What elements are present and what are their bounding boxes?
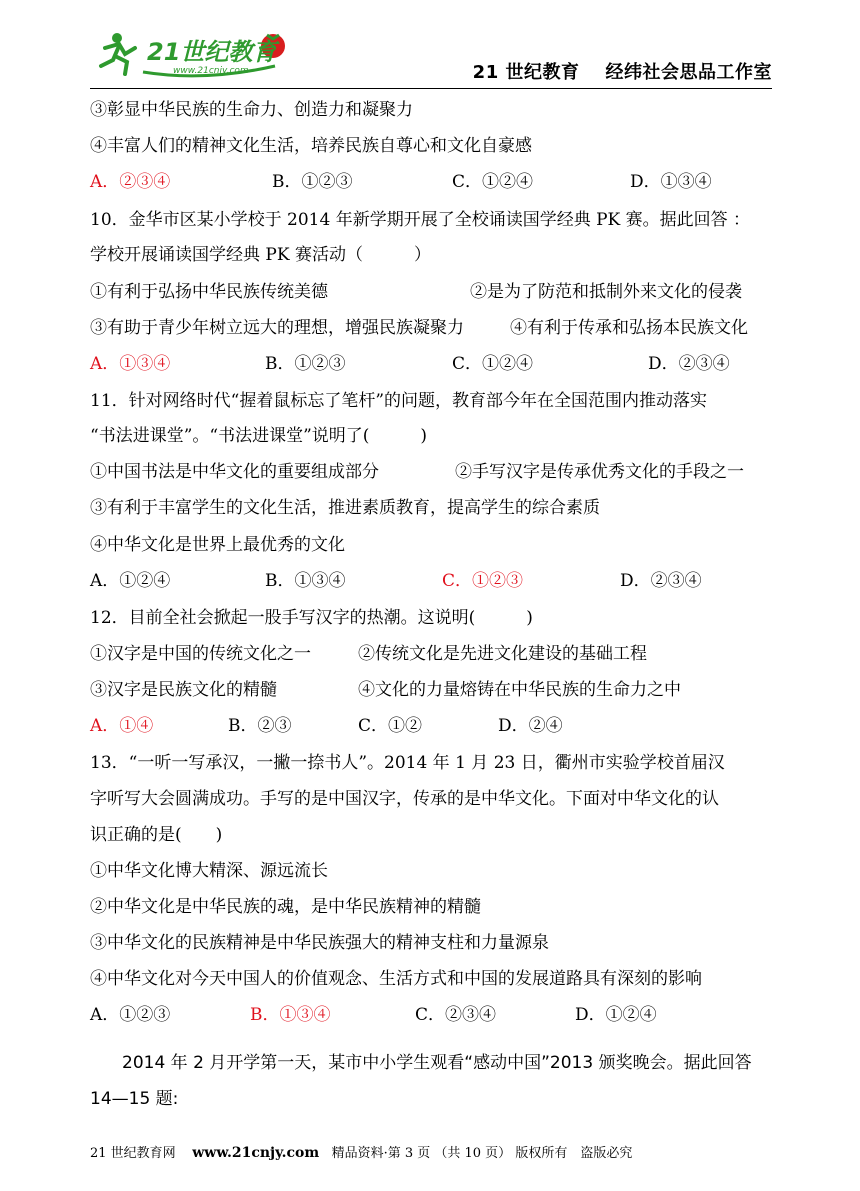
q11-option-a: A．①②④ <box>90 571 171 591</box>
q10-option-d: D．②③④ <box>648 354 730 374</box>
q11-option-d: D．②③④ <box>620 571 702 591</box>
q13-item-4: ④中华文化对今天中国人的价值观念、生活方式和中国的发展道路具有深刻的影响 <box>90 969 702 989</box>
q11-stem-2: “书法进课堂”。“书法进课堂”说明了( ) <box>90 426 428 446</box>
item-9-4: ④丰富人们的精神文化生活，培养民族自尊心和文化自豪感 <box>90 136 532 156</box>
q10-item-1: ①有利于弘扬中华民族传统美德 <box>90 282 328 302</box>
header-left: 21 世纪教育 <box>472 62 580 83</box>
q10-item-3: ③有助于青少年树立远大的理想，增强民族凝聚力 <box>90 318 464 338</box>
q11-item-1: ①中国书法是中华文化的重要组成部分 <box>90 462 379 482</box>
header-rule <box>90 88 772 89</box>
q12-option-b: B．②③ <box>228 716 292 736</box>
q13-option-b: B．①③④ <box>250 1005 331 1025</box>
section-intro: 2014 年 2 月开学第一天，某市中小学生观看“感动中国”2013 颁奖晚会。据此回答 <box>122 1053 752 1073</box>
q10-option-a: A．①③④ <box>90 354 171 374</box>
q12-option-a: A．①④ <box>90 716 154 736</box>
q10-item-2: ②是为了防范和抵制外来文化的侵袭 <box>470 282 742 302</box>
q13-item-2: ②中华文化是中华民族的魂，是中华民族精神的精髓 <box>90 897 481 917</box>
q13-item-1: ①中华文化博大精深、源远流长 <box>90 861 328 881</box>
q10-option-b: B．①②③ <box>265 354 346 374</box>
header-title <box>473 58 772 84</box>
q9-option-a: A．②③④ <box>90 172 171 192</box>
item-9-3: ③彰显中华民族的生命力、创造力和凝聚力 <box>90 100 413 120</box>
logo-url: www.21cnjy.com <box>173 66 249 76</box>
q12-stem: 12．目前全社会掀起一股手写汉字的热潮。这说明( ) <box>90 608 533 628</box>
page-footer <box>90 1142 632 1161</box>
q13-option-a: A．①②③ <box>90 1005 171 1025</box>
site-logo <box>95 26 295 82</box>
q12-item-4: ④文化的力量熔铸在中华民族的生命力之中 <box>358 680 681 700</box>
q11-item-4: ④中华文化是世界上最优秀的文化 <box>90 535 345 555</box>
q13-stem-3: 识正确的是( ) <box>90 825 223 845</box>
q11-option-c: C．①②③ <box>442 571 524 591</box>
q13-option-c: C．②③④ <box>415 1005 497 1025</box>
q13-item-3: ③中华文化的民族精神是中华民族强大的精神支柱和力量源泉 <box>90 933 549 953</box>
q12-item-2: ②传统文化是先进文化建设的基础工程 <box>358 644 647 664</box>
q9-option-b: B．①②③ <box>272 172 353 192</box>
q10-stem: 10．金华市区某小学校于 2014 年新学期开展了全校诵读国学经典 PK 赛。据此回答 ： <box>90 210 751 230</box>
q13-option-d: D．①②④ <box>575 1005 657 1025</box>
logo-text: 21世纪教育 <box>147 38 277 66</box>
q11-item-2: ②手写汉字是传承优秀文化的手段之一 <box>455 462 744 482</box>
q9-option-d: D．①③④ <box>630 172 712 192</box>
q11-option-b: B．①③④ <box>265 571 346 591</box>
section-intro-2: 14—15 题: <box>90 1089 179 1109</box>
q12-option-d: D．②④ <box>498 716 563 736</box>
q11-stem: 11．针对网络时代“握着鼠标忘了笔杆”的问题，教育部今年在全国范围内推动落实 <box>90 391 708 411</box>
q12-item-3: ③汉字是民族文化的精髓 <box>90 680 277 700</box>
q13-stem-2: 字听写大会圆满成功。手写的是中国汉字，传承的是中华文化。下面对中华文化的认 <box>90 789 719 809</box>
q12-option-c: C．①② <box>358 716 423 736</box>
header-right: 经纬社会思品工作室 <box>605 62 772 83</box>
footer-url[interactable]: www.21cnjy.com <box>192 1145 320 1161</box>
q10-option-c: C．①②④ <box>452 354 534 374</box>
q10-item-4: ④有利于传承和弘扬本民族文化 <box>510 318 748 338</box>
q13-stem: 13．“一听一写承汉，一撇一捺书人”。2014 年 1 月 23 日，衢州市实验学校首届汉 <box>90 753 725 773</box>
q10-stem-2: 学校开展诵读国学经典 PK 赛活动（ ） <box>90 245 431 265</box>
q9-option-c: C．①②④ <box>452 172 534 192</box>
footer-info: 精品资料·第 3 页 （共 10 页） 版权所有 盗版必究 <box>331 1146 633 1161</box>
q12-item-1: ①汉字是中国的传统文化之一 <box>90 644 311 664</box>
footer-site: 21 世纪教育网 <box>90 1146 176 1161</box>
q11-item-3: ③有利于丰富学生的文化生活，推进素质教育，提高学生的综合素质 <box>90 498 600 518</box>
